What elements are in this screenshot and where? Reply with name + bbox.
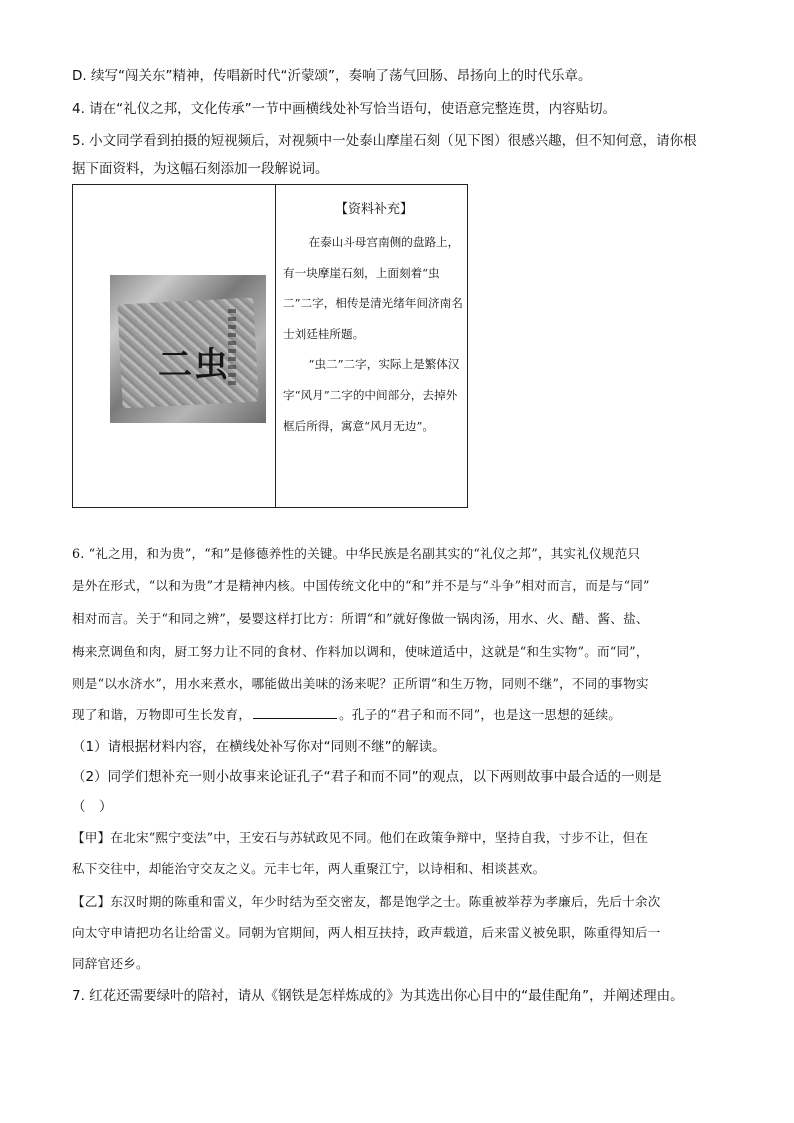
answer-parentheses: （ ） [72,799,113,815]
q6-line-4: 梅来烹调鱼和肉，厨工努力让不同的食材、作料加以调和，使味道适中，这就是“和生实物”。而“同”， [72,644,649,659]
material-table [72,184,468,508]
question-7: 7. 红花还需要绿叶的陪衬，请从《钢铁是怎样炼成的》为其选出你心目中的“最佳配角”，并阐述理由。 [72,988,684,1004]
q6-text-after-blank: 。孔子的“君子和而不同”，也是这一思想的延续。 [339,707,622,722]
q6-line-2: 是外在形式，“以和为贵”才是精神内核。中国传统文化中的“和”并不是与“斗争”相对而言，而是与“同” [72,578,650,593]
inscription-signature [228,309,236,385]
question-5-line-2: 据下面资料，为这幅石刻添加一段解说词。 [72,161,329,177]
stone-carving-photo [110,275,266,423]
story-yi-line-1: 【乙】东汉时期的陈重和雷义，年少时结为至交密友，都是饱学之士。陈重被举荐为孝廉后，先后十余次 [72,894,661,909]
supplement-cell [283,195,465,441]
q6-line-3: 相对而言。关于“和同之辨”，晏婴这样打比方：所谓“和”就好像做一锅肉汤，用水、火、醋、酱、盐、 [72,611,649,626]
sub-question-1: （1）请根据材料内容，在横线处补写你对“同则不继”的解读。 [72,739,446,755]
question-4: 4. 请在“礼仪之邦，文化传承”一节中画横线处补写恰当语句，使语意完整连贯，内容贴切。 [72,101,617,117]
story-jia-line-2: 私下交往中，却能治守交友之义。元丰七年，两人重聚江宁，以诗相和、相谈甚欢。 [72,861,546,876]
q6-line-5: 则是“以水济水”，用水来煮水，哪能做出美味的汤来呢？正所谓“和生万物，同则不继”，不同的事物实 [72,676,649,691]
q6-line-6 [72,705,732,725]
line-d: D. 续写“闯关东”精神，传唱新时代“沂蒙颂”，奏响了荡气回肠、昂扬向上的时代乐章。 [72,68,592,84]
carved-character-chong: 虫 [194,345,228,385]
story-yi-line-2: 向太守申请把功名让给雷义。同朝为官期间，两人相互扶持，政声载道，后来雷义被免职，陈重得知后一 [72,925,661,940]
story-jia-line-1: 【甲】在北宋“熙宁变法”中，王安石与苏轼政见不同。他们在政策争辩中，坚持自我，寸步不让，但在 [72,830,649,845]
carved-character-er: 二 [158,345,192,385]
supplement-paragraph-2: “虫二”二字，实际上是繁体汉字“风月”二字的中间部分，去掉外框后所得，寓意“风月无边”。 [283,357,460,433]
answer-blank[interactable] [253,705,337,719]
question-5-line-1: 5. 小文同学看到拍摄的短视频后，对视频中一处泰山摩崖石刻（见下图）很感兴趣，但不知何意，请你根 [72,133,697,149]
q6-text-before-blank: 现了和谐，万物即可生长发育， [72,707,252,722]
sub-question-2: （2）同学们想补充一则小故事来论证孔子“君子和而不同”的观点，以下两则故事中最合适的一则是 [72,769,662,785]
supplement-title: 【资料补充】 [334,202,413,217]
supplement-paragraph-1: 在泰山斗母宫南侧的盘路上，有一块摩崖石刻，上面刻着“虫二”二字，相传是清光绪年间济南名士刘廷桂所题。 [283,235,463,341]
q6-line-1: 6. “礼之用，和为贵”，“和”是修德养性的关键。中华民族是名副其实的“礼仪之邦”，其实礼仪规范只 [72,546,641,561]
story-yi-line-3: 同辞官还乡。 [72,956,149,971]
table-divider [275,185,276,507]
